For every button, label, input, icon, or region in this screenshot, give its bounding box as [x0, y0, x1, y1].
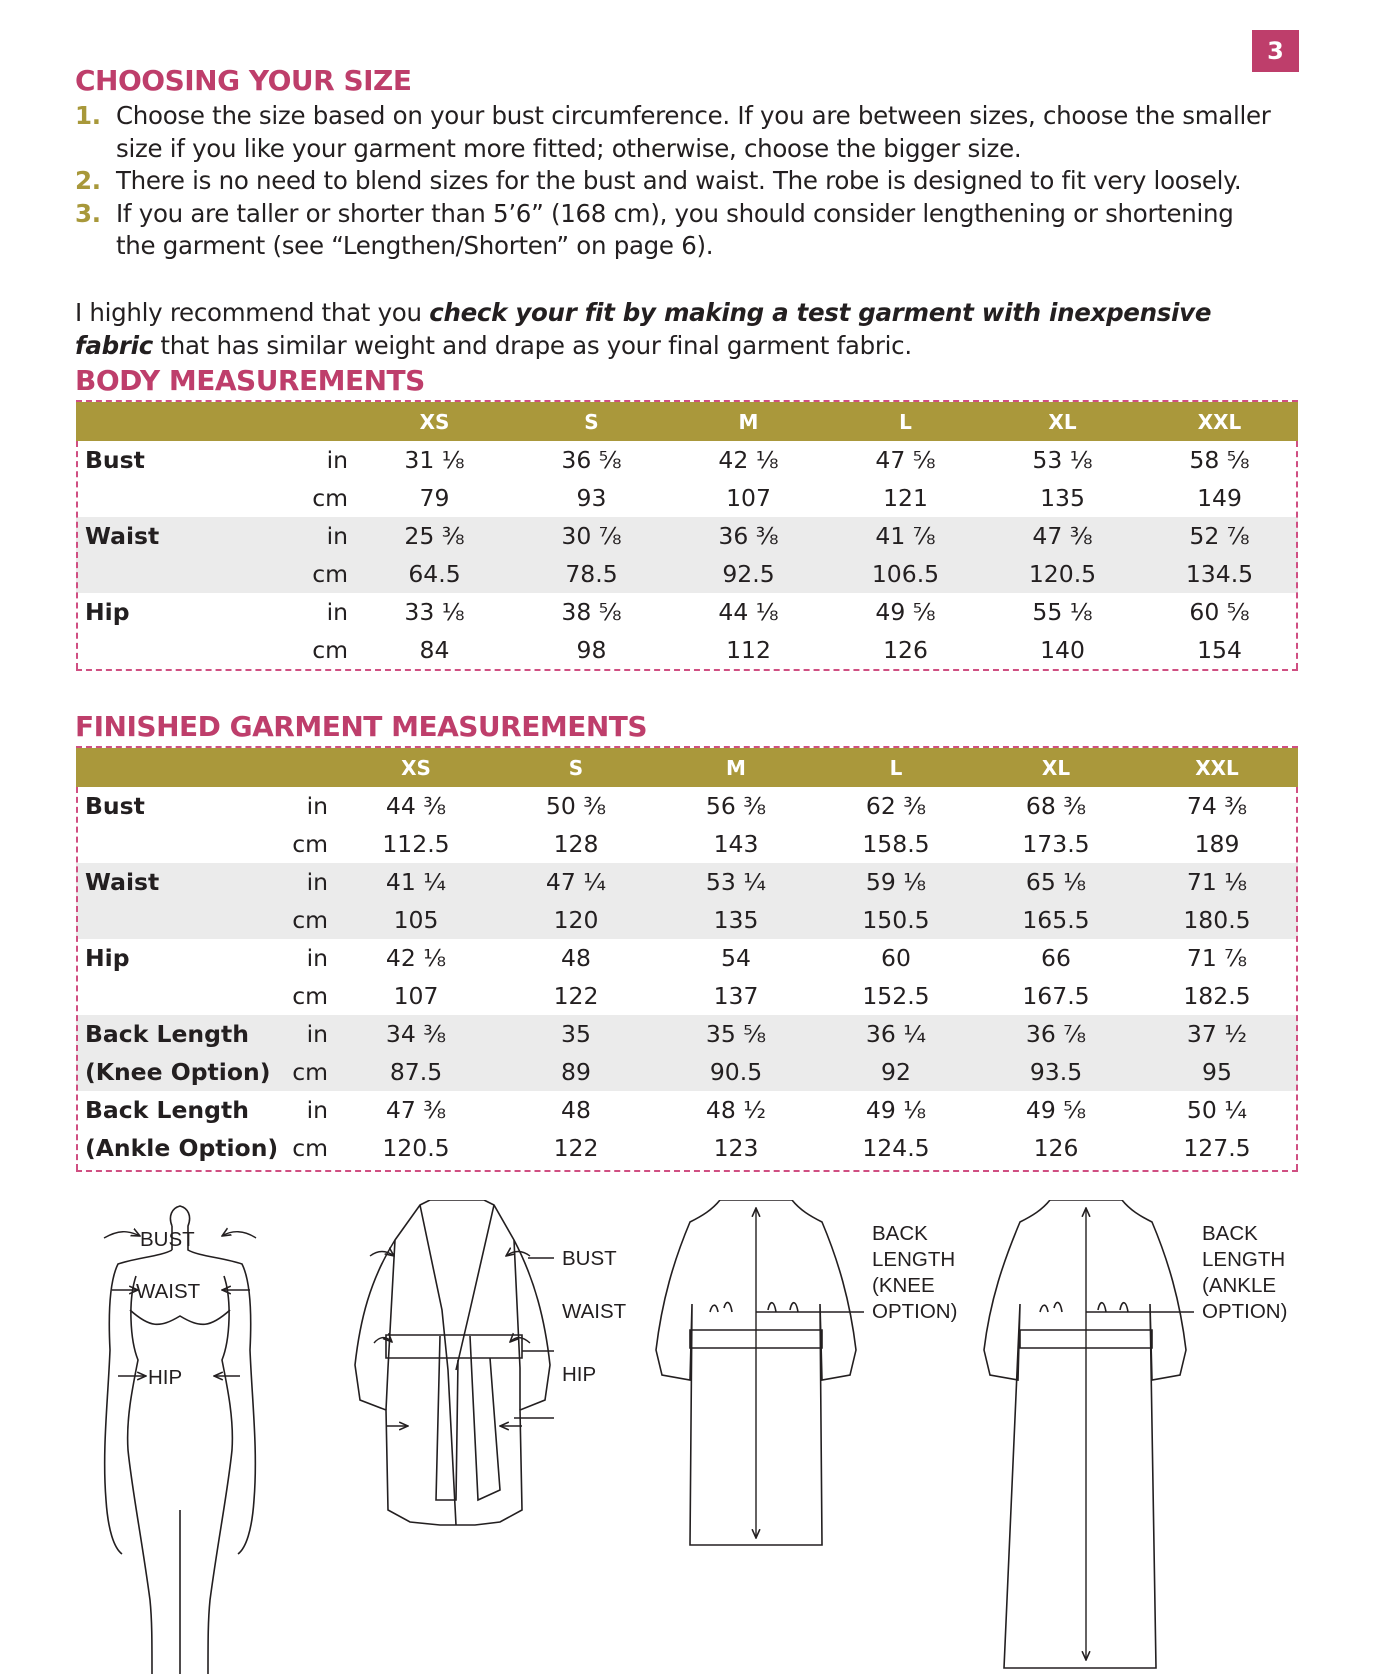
recommendation-text: I highly recommend that you — [75, 298, 430, 327]
measurement-value: 34 ⅜ — [336, 1015, 496, 1053]
size-header: S — [513, 402, 670, 441]
finished-measurements-table — [76, 748, 1298, 1167]
measurement-value: 79 — [419, 484, 450, 512]
body-measurements-table — [76, 402, 1298, 669]
measurement-value: 87.5 — [336, 1053, 496, 1091]
measurement-value: 47 ⅜ — [984, 517, 1141, 555]
step-number: 3. — [75, 198, 101, 228]
measurement-value: 124.5 — [862, 1134, 930, 1162]
measurement-value: 35 ⅝ — [656, 1015, 816, 1053]
robe-waist-label: WAIST — [562, 1300, 627, 1323]
measurement-value: 105 — [336, 901, 496, 939]
size-header-row — [76, 748, 1298, 787]
measurement-value: 112 — [726, 636, 771, 664]
table-row — [76, 593, 1298, 631]
measurement-value: 35 — [496, 1015, 656, 1053]
measurement-value: 158.5 — [862, 830, 930, 858]
measurement-value: 58 ⅝ — [1189, 446, 1250, 474]
table-row — [76, 825, 1298, 863]
unit-label: in — [261, 517, 356, 555]
table-row — [76, 901, 1298, 939]
size-header: M — [670, 402, 827, 441]
size-header: XL — [976, 748, 1136, 787]
measurement-value: 36 ⅜ — [670, 517, 827, 555]
step-text: There is no need to blend sizes for the bust and waist. The robe is designed to fit very loosely. — [116, 166, 1242, 195]
measurement-value: 95 — [1136, 1053, 1298, 1091]
choosing-size-heading: CHOOSING YOUR SIZE — [75, 64, 412, 97]
body-waist-label: WAIST — [136, 1280, 201, 1303]
unit-label: cm — [292, 1134, 328, 1162]
size-header: XS — [336, 748, 496, 787]
finished-measurements-heading: FINISHED GARMENT MEASUREMENTS — [75, 710, 648, 743]
measurement-value: 189 — [1194, 830, 1240, 858]
table-row — [76, 939, 1298, 977]
table-border-right — [1296, 787, 1298, 1170]
measurement-value: 65 ⅛ — [976, 863, 1136, 901]
size-header: XS — [356, 402, 513, 441]
measurement-value: 38 ⅝ — [561, 598, 622, 626]
measurement-value: 78.5 — [513, 555, 670, 593]
measurement-value: 44 ⅜ — [385, 792, 447, 820]
measurement-value: 47 ⅝ — [875, 446, 936, 474]
measurement-label: (Ankle Option) — [85, 1134, 279, 1162]
measurement-value: 120.5 — [984, 555, 1141, 593]
unit-label: in — [306, 944, 328, 972]
table-border-right — [1296, 441, 1298, 669]
table-row — [76, 479, 1298, 517]
recommendation-text-end: that has similar weight and drape as your final garment fabric. — [152, 330, 912, 360]
measurement-value: 126 — [1033, 1134, 1079, 1162]
measurement-label — [76, 901, 261, 939]
step-number: 1. — [75, 101, 101, 130]
measurement-label — [76, 825, 261, 863]
measurement-value: 71 ⅛ — [1136, 863, 1298, 901]
size-steps-list — [75, 100, 1275, 263]
measurement-value: 167.5 — [1022, 982, 1090, 1010]
measurement-value: 107 — [393, 982, 439, 1010]
step-text: Choose the size based on your bust circumference. If you are between sizes, choose the smaller size if you like your garment more fitted; otherwise, choose the bigger size. — [116, 101, 1271, 163]
measurement-value: 64.5 — [356, 555, 513, 593]
measurement-value: 135 — [656, 901, 816, 939]
list-item — [75, 100, 1275, 165]
header-blank — [76, 402, 261, 441]
measurement-value: 48 — [561, 944, 591, 972]
body-measurements-heading: BODY MEASUREMENTS — [75, 364, 425, 397]
ankle-label-line: (ANKLE — [1202, 1274, 1277, 1297]
table-row — [76, 1129, 1298, 1167]
measurement-value: 106.5 — [827, 555, 984, 593]
measurement-label — [76, 479, 261, 517]
measurement-value: 120.5 — [382, 1134, 450, 1162]
header-blank — [76, 748, 261, 787]
measurement-value: 31 ⅛ — [404, 446, 465, 474]
measurement-value: 126 — [883, 636, 928, 664]
measurement-value: 36 ⅞ — [976, 1015, 1136, 1053]
measurement-value: 121 — [883, 484, 928, 512]
knee-label-line: (KNEE — [872, 1274, 935, 1297]
measurement-value: 150.5 — [816, 901, 976, 939]
robe-hip-label: HIP — [562, 1363, 597, 1386]
measurement-label: Hip — [85, 944, 130, 972]
measurement-value: 49 ⅝ — [1025, 1096, 1087, 1124]
table-row — [76, 1091, 1298, 1129]
measurement-value: 50 ⅜ — [545, 792, 607, 820]
table-row — [76, 555, 1298, 593]
unit-label: in — [326, 598, 348, 626]
measurement-value: 41 ¼ — [336, 863, 496, 901]
body-bust-label: BUST — [140, 1228, 195, 1251]
knee-label-line: OPTION) — [872, 1300, 958, 1323]
measurement-value: 123 — [713, 1134, 759, 1162]
measurement-value: 66 — [1041, 944, 1071, 972]
recommendation-emphasis: check your fit by making a test garment with inexpensive fabric — [75, 298, 1212, 360]
unit-label: cm — [292, 982, 328, 1010]
measurement-value: 49 ⅛ — [865, 1096, 927, 1124]
measurement-value: 60 ⅝ — [1189, 598, 1250, 626]
measurement-value: 140 — [1040, 636, 1085, 664]
measurement-value: 48 ½ — [705, 1096, 767, 1124]
measurement-value: 74 ⅜ — [1186, 792, 1248, 820]
measurement-value: 84 — [419, 636, 450, 664]
ankle-label-line: LENGTH — [1202, 1248, 1286, 1271]
measurement-value: 122 — [553, 1134, 599, 1162]
measurement-value: 107 — [726, 484, 771, 512]
table-border-left — [76, 441, 78, 669]
measurement-value: 149 — [1197, 484, 1242, 512]
measurement-value: 120 — [496, 901, 656, 939]
measurement-value: 127.5 — [1183, 1134, 1251, 1162]
knee-label-line: BACK — [872, 1222, 928, 1245]
measurement-value: 52 ⅞ — [1141, 517, 1298, 555]
measurement-value: 25 ⅜ — [356, 517, 513, 555]
measurement-value: 55 ⅛ — [1032, 598, 1093, 626]
measurement-value: 42 ⅛ — [718, 446, 779, 474]
measurement-value: 143 — [713, 830, 759, 858]
unit-label: in — [306, 1096, 328, 1124]
measurement-value: 152.5 — [862, 982, 930, 1010]
body-hip-label: HIP — [148, 1366, 183, 1389]
table-border-bottom — [76, 669, 1298, 671]
measurement-value: 182.5 — [1183, 982, 1251, 1010]
size-header: M — [656, 748, 816, 787]
body-figure — [105, 1206, 256, 1674]
measurement-label — [76, 631, 261, 669]
knee-label-line: LENGTH — [872, 1248, 956, 1271]
size-header: S — [496, 748, 656, 787]
measurement-label — [76, 977, 261, 1015]
measurement-value: 48 — [561, 1096, 591, 1124]
measurement-value: 62 ⅜ — [865, 792, 927, 820]
measurement-value: 92.5 — [670, 555, 827, 593]
measurement-value: 30 ⅞ — [513, 517, 670, 555]
table-row — [76, 863, 1298, 901]
measurement-value: 60 — [881, 944, 911, 972]
measurement-value: 53 ¼ — [656, 863, 816, 901]
size-header: XL — [984, 402, 1141, 441]
unit-label: cm — [312, 484, 348, 512]
body-arrows — [104, 1232, 256, 1376]
size-header-row — [76, 402, 1298, 441]
measurement-value: 54 — [721, 944, 751, 972]
measurement-value: 59 ⅛ — [816, 863, 976, 901]
size-header: XXL — [1136, 748, 1298, 787]
robe-bust-label: BUST — [562, 1247, 617, 1270]
measurement-label — [76, 555, 261, 593]
measurement-value: 36 ¼ — [816, 1015, 976, 1053]
robe-front-figure — [355, 1200, 550, 1525]
measurement-label: (Knee Option) — [76, 1053, 261, 1091]
ankle-label-line: BACK — [1202, 1222, 1258, 1245]
robe-front-arrows — [370, 1252, 554, 1427]
measurement-value: 165.5 — [976, 901, 1136, 939]
ankle-label-line: OPTION) — [1202, 1300, 1288, 1323]
measurement-illustrations — [0, 1200, 1376, 1674]
measurement-label: Bust — [85, 446, 145, 474]
measurement-label: Waist — [76, 517, 261, 555]
table-row — [76, 631, 1298, 669]
table-border-left — [76, 787, 78, 1170]
measurement-value: 180.5 — [1136, 901, 1298, 939]
measurement-label: Hip — [85, 598, 130, 626]
measurement-value: 71 ⅞ — [1186, 944, 1248, 972]
measurement-value: 42 ⅛ — [385, 944, 447, 972]
step-text: If you are taller or shorter than 5’6” (168 cm), you should consider lengthening or shortening the garment (see “Lengthen/Shorten” on page 6). — [116, 198, 1234, 260]
unit-label: cm — [261, 901, 336, 939]
measurement-label: Back Length — [85, 1096, 249, 1124]
measurement-value: 49 ⅝ — [875, 598, 936, 626]
measurement-value: 56 ⅜ — [705, 792, 767, 820]
table-row — [76, 441, 1298, 479]
table-border-bottom — [76, 1170, 1298, 1172]
measurement-label: Bust — [85, 792, 145, 820]
measurement-value: 33 ⅛ — [404, 598, 465, 626]
measurement-value: 93.5 — [976, 1053, 1136, 1091]
measurement-value: 173.5 — [1022, 830, 1090, 858]
table-row — [76, 787, 1298, 825]
step-number: 2. — [75, 166, 101, 195]
measurement-value: 92 — [816, 1053, 976, 1091]
measurement-value: 154 — [1197, 636, 1242, 664]
measurement-value: 122 — [553, 982, 599, 1010]
unit-label: cm — [312, 636, 348, 664]
measurement-label: Waist — [76, 863, 261, 901]
measurement-value: 47 ¼ — [496, 863, 656, 901]
measurement-value: 98 — [576, 636, 607, 664]
measurement-value: 68 ⅜ — [1025, 792, 1087, 820]
unit-label: in — [261, 1015, 336, 1053]
measurement-value: 137 — [713, 982, 759, 1010]
size-header: L — [816, 748, 976, 787]
recommendation-paragraph — [75, 297, 1275, 362]
measurement-value: 89 — [496, 1053, 656, 1091]
list-item — [75, 165, 1275, 198]
measurement-value: 135 — [1040, 484, 1085, 512]
measurement-value: 44 ⅛ — [718, 598, 779, 626]
ankle-length-arrow — [1086, 1208, 1194, 1660]
unit-label: cm — [261, 555, 356, 593]
knee-length-arrow — [756, 1208, 864, 1538]
header-blank — [261, 402, 356, 441]
page-number: 3 — [1252, 30, 1299, 72]
measurement-value: 93 — [576, 484, 607, 512]
table-row — [76, 1015, 1298, 1053]
measurement-value: 134.5 — [1141, 555, 1298, 593]
unit-label: in — [306, 792, 328, 820]
size-header: XXL — [1141, 402, 1298, 441]
header-blank — [261, 748, 336, 787]
unit-label: in — [261, 863, 336, 901]
table-row — [76, 1053, 1298, 1091]
measurement-value: 112.5 — [382, 830, 450, 858]
list-item — [75, 198, 1275, 263]
unit-label: cm — [261, 1053, 336, 1091]
measurement-value: 50 ¼ — [1186, 1096, 1248, 1124]
measurement-value: 36 ⅝ — [561, 446, 622, 474]
measurement-value: 128 — [553, 830, 599, 858]
measurement-value: 37 ½ — [1136, 1015, 1298, 1053]
robe-ankle-figure — [984, 1200, 1186, 1668]
measurement-label: Back Length — [76, 1015, 261, 1053]
measurement-value: 41 ⅞ — [827, 517, 984, 555]
unit-label: in — [326, 446, 348, 474]
table-row — [76, 977, 1298, 1015]
table-row — [76, 517, 1298, 555]
measurement-value: 47 ⅜ — [385, 1096, 447, 1124]
size-header: L — [827, 402, 984, 441]
unit-label: cm — [292, 830, 328, 858]
measurement-value: 90.5 — [656, 1053, 816, 1091]
measurement-value: 53 ⅛ — [1032, 446, 1093, 474]
